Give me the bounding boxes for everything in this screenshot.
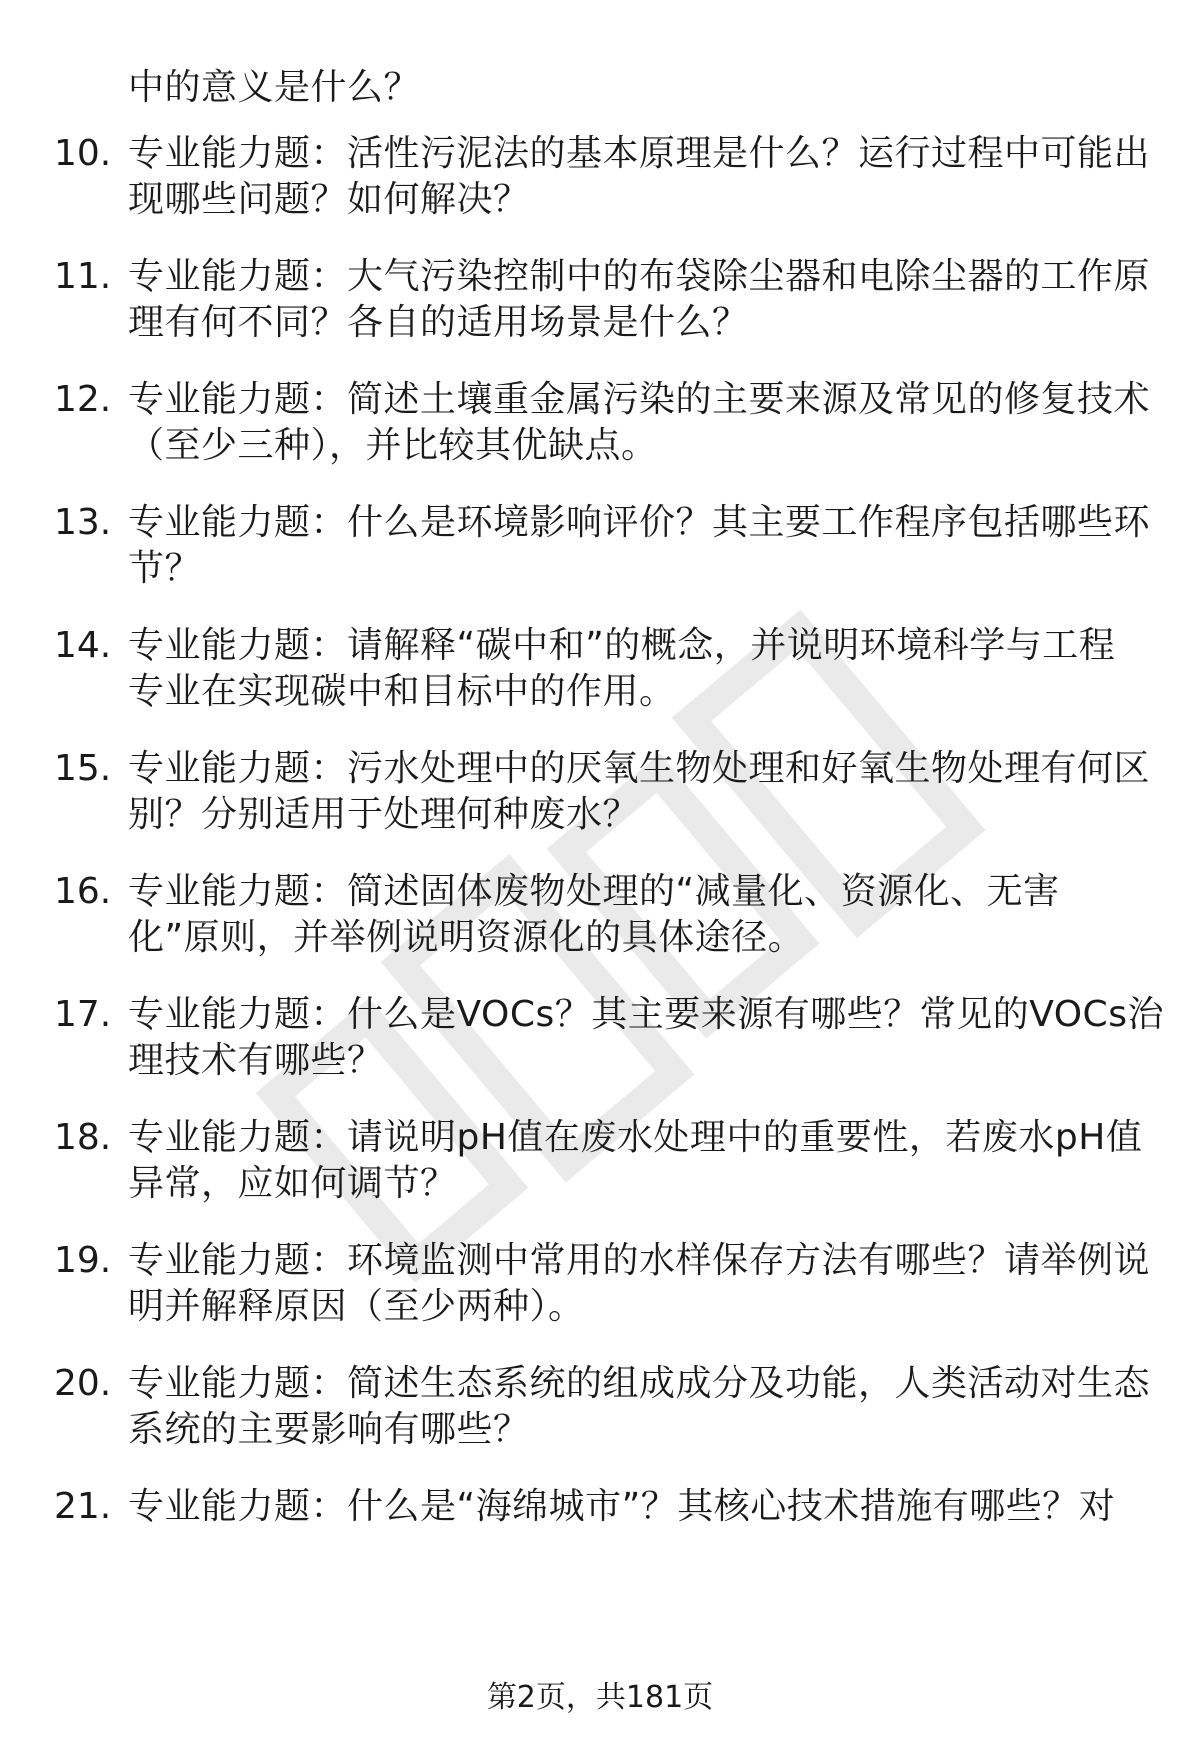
question-number: 16. <box>54 871 112 912</box>
question-text-line: 系统的主要影响有哪些？ <box>128 1409 530 1450</box>
question-number: 17. <box>54 994 112 1035</box>
question-text-line: 明并解释原因（至少两种）。 <box>128 1286 585 1327</box>
question-text-line: （至少三种），并比较其优缺点。 <box>128 425 658 466</box>
question-text-line: 专业能力题：大气污染控制中的布袋除尘器和电除尘器的工作原 <box>128 256 1151 297</box>
question-number: 18. <box>54 1117 112 1158</box>
question-text-line: 专业能力题：简述固体废物处理的“减量化、资源化、无害 <box>128 871 1060 912</box>
question-number: 12. <box>54 379 112 420</box>
question-text-line: 专业能力题：污水处理中的厌氧生物处理和好氧生物处理有何区 <box>128 748 1151 789</box>
question-text-line: 化”原则，并举例说明资源化的具体途径。 <box>128 917 805 958</box>
question-text-line: 专业能力题：请说明pH值在废水处理中的重要性，若废水pH值 <box>128 1117 1143 1158</box>
question-number: 10. <box>54 133 112 174</box>
question-text-line: 专业能力题：简述土壤重金属污染的主要来源及常见的修复技术 <box>128 379 1151 420</box>
question-number: 13. <box>54 502 112 543</box>
question-number: 11. <box>54 256 112 297</box>
question-text-line: 现哪些问题？如何解决？ <box>128 179 530 220</box>
question-text-line: 专业能力题：什么是“海绵城市”？其核心技术措施有哪些？对 <box>128 1486 1116 1527</box>
question-text-line: 专业能力题：环境监测中常用的水样保存方法有哪些？请举例说 <box>128 1240 1151 1281</box>
question-text-line: 异常，应如何调节？ <box>128 1163 457 1204</box>
question-text-line: 专业能力题：请解释“碳中和”的概念，并说明环境科学与工程 <box>128 625 1116 666</box>
question-text-line: 理技术有哪些？ <box>128 1040 384 1081</box>
question-number: 14. <box>54 625 112 666</box>
question-number: 21. <box>54 1486 112 1527</box>
question-9-continuation: 中的意义是什么？ <box>128 67 421 108</box>
question-text-line: 专业能力题：什么是环境影响评价？其主要工作程序包括哪些环 <box>128 502 1151 543</box>
question-number: 20. <box>54 1363 112 1404</box>
question-text-line: 节？ <box>128 548 202 589</box>
question-text-line: 专业能力题：活性污泥法的基本原理是什么？运行过程中可能出 <box>128 133 1151 174</box>
question-number: 19. <box>54 1240 112 1281</box>
page-footer: 第2页，共181页 <box>486 1680 714 1715</box>
question-text-line: 别？分别适用于处理何种废水？ <box>128 794 640 835</box>
question-text-line: 专业在实现碳中和目标中的作用。 <box>128 671 676 712</box>
question-text-line: 理有何不同？各自的适用场景是什么？ <box>128 302 749 343</box>
question-number: 15. <box>54 748 112 789</box>
question-text-line: 专业能力题：简述生态系统的组成成分及功能，人类活动对生态 <box>128 1363 1151 1404</box>
question-text-line: 专业能力题：什么是VOCs？其主要来源有哪些？常见的VOCs治 <box>128 994 1164 1035</box>
